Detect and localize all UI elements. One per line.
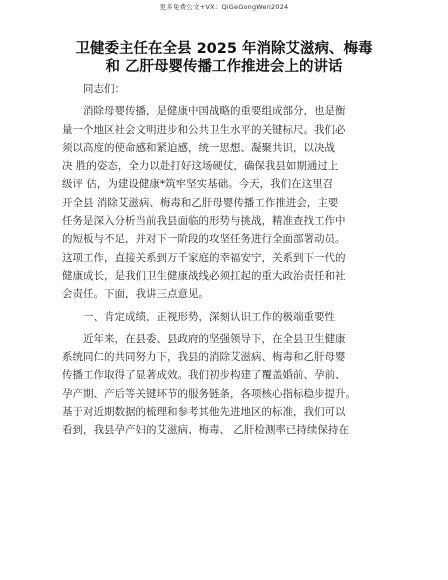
paragraph-line: 看到，我县孕产妇的艾滋病、梅毒、 乙肝检测率已持续保持在: [62, 424, 349, 437]
document-title: [40, 40, 408, 76]
title-line-2: 和 乙肝母婴传播工作推进会上的讲话: [105, 59, 343, 75]
paragraph-line: 须以高度的使命感和紧迫感，统一思想、凝聚共识，以决战: [62, 141, 335, 154]
document-body: [62, 80, 390, 440]
paragraph-line: 孕产期、产后等关键环节的服务链条，各项核心指标稳步提升。: [62, 387, 356, 400]
paragraph-line: 级评 估，为建设健康*筑牢坚实基础。今天，我们在这里召: [62, 178, 334, 191]
paragraph-line: 会责任。下面，我讲三点意见。: [62, 288, 209, 301]
header-note: 更多免费公文+VX：QiGeGongWen2024: [159, 3, 289, 11]
paragraph-line: 系统同仁的共同努力下，我县的消除艾滋病、梅毒和乙肝母婴: [62, 351, 346, 364]
paragraph-line: 的短板与不足，并对下一阶段的攻坚任务进行全面部署动员。: [62, 233, 346, 246]
paragraph-line: 基于对近期数据的梳理和参考其他先进地区的标准，我们可以: [62, 406, 346, 419]
salutation-text: 同志们：: [83, 83, 125, 95]
paragraph-line: 健康成长，是我们卫生健康战线必须扛起的重大政治责任和社: [62, 269, 346, 282]
paragraph-2: [62, 330, 390, 440]
paragraph-line: 消除母婴传播，是健康中国战略的重要组成部分，也是衡: [83, 105, 346, 118]
paragraph-line: 近年来，在县委、县政府的坚强领导下，在全县卫生健康: [83, 332, 346, 345]
title-line-1: 卫健委主任在全县 2025 年消除艾滋病、梅毒: [75, 41, 373, 57]
paragraph-1: [62, 102, 390, 303]
section-heading-text: 一、肯定成绩，正视形势，深刻认识工作的极端重要性: [83, 310, 335, 323]
paragraph-line: 这项工作，直接关系到万千家庭的幸福安宁，关系到下一代的: [62, 251, 346, 264]
section-1-heading: [62, 308, 390, 326]
paragraph-line: 量一个地区社会文明进步和公共卫生水平的关键标尺。我们必: [62, 123, 346, 136]
paragraph-line: 开全县 消除艾滋病、梅毒和乙肝母婴传播工作推进会，主要: [62, 196, 339, 209]
paragraph-line: 决 胜的姿态，全力以赴打好这场硬仗，确保我县如期通过上: [62, 160, 339, 173]
paragraph-line: 传播工作取得了显著成效。我们初步构建了覆盖婚前、孕前、: [62, 369, 346, 382]
paragraph-line: 任务是深入分析当前我县面临的形势与挑战，精准查找工作中: [62, 215, 346, 228]
salutation: [62, 80, 390, 98]
